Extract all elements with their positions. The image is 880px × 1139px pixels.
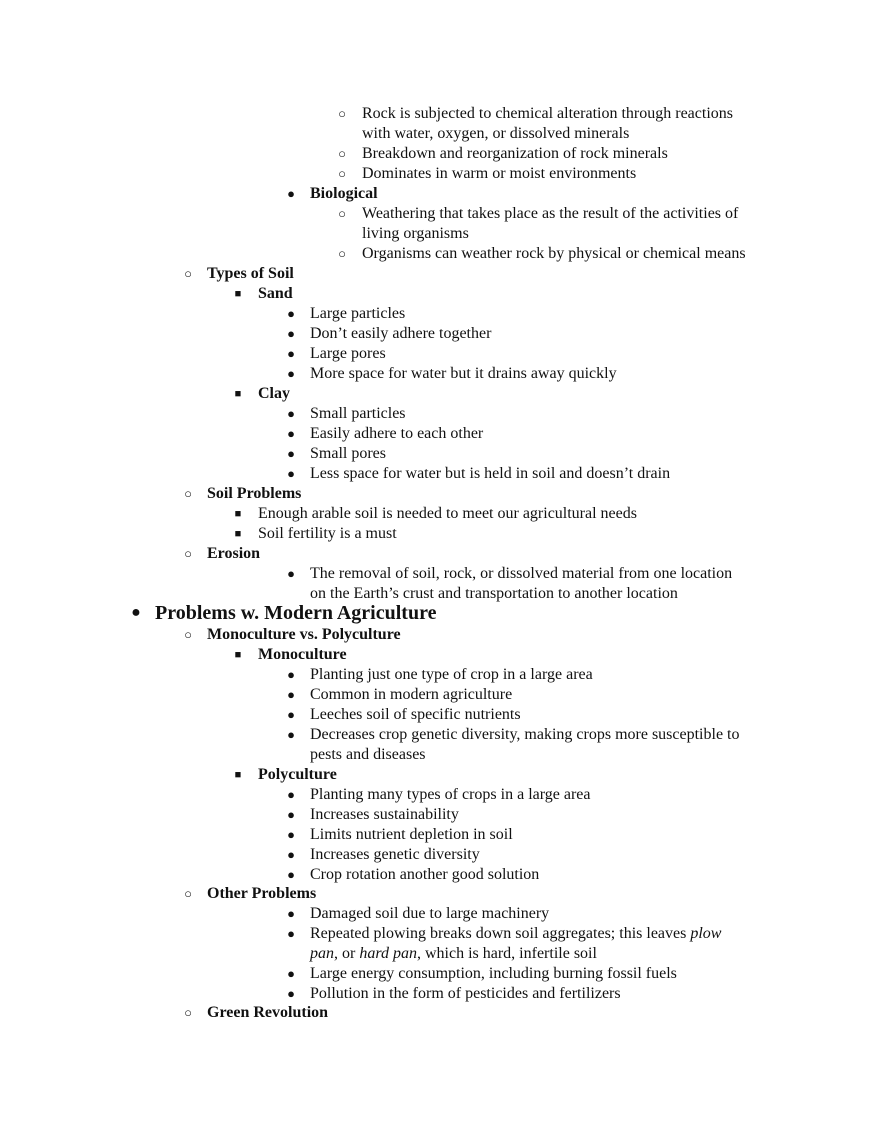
dot-bullet-icon: ● [287, 366, 295, 381]
italic-term: pan [310, 945, 334, 962]
square-bullet-icon: ■ [234, 769, 242, 781]
list-item: Breakdown and reorganization of rock minerals [362, 145, 668, 162]
list-item: Easily adhere to each other [310, 425, 484, 442]
mono-vs-poly-heading: Monoculture vs. Polyculture [207, 626, 401, 643]
biological-heading: Biological [310, 185, 378, 202]
circle-bullet-icon: ○ [184, 1005, 192, 1020]
dot-bullet-icon: ● [287, 406, 295, 421]
erosion-heading: Erosion [207, 545, 261, 562]
dot-bullet-icon: ● [287, 667, 295, 682]
other-problems-heading: Other Problems [207, 885, 317, 902]
list-item-continuation [310, 944, 597, 964]
list-item: Weathering that takes place as the result of the activities of [362, 205, 739, 222]
italic-term: hard pan [359, 945, 417, 962]
circle-bullet-icon: ○ [338, 206, 346, 221]
list-item: Small pores [310, 445, 386, 462]
list-item: Planting just one type of crop in a large area [310, 666, 593, 683]
dot-bullet-icon: ● [287, 827, 295, 842]
types-of-soil-heading: Types of Soil [207, 265, 294, 282]
list-item: Soil fertility is a must [258, 525, 397, 542]
dot-bullet-icon: ● [287, 906, 295, 921]
dot-bullet-icon: ● [287, 727, 295, 742]
circle-bullet-icon: ○ [184, 486, 192, 501]
list-item: Large particles [310, 305, 406, 322]
list-item-continuation: on the Earth’s crust and transportation to another location [310, 585, 678, 602]
dot-bullet-icon: ● [287, 466, 295, 481]
list-item: Small particles [310, 405, 406, 422]
green-revolution-heading: Green Revolution [207, 1004, 329, 1021]
sand-heading: Sand [258, 285, 293, 302]
dot-bullet-icon: ● [287, 346, 295, 361]
dot-bullet-icon: ● [287, 306, 295, 321]
list-item: Rock is subjected to chemical alteration through reactions [362, 105, 733, 122]
circle-bullet-icon: ○ [338, 106, 346, 121]
dot-bullet-icon: ● [287, 926, 295, 941]
circle-bullet-icon: ○ [184, 886, 192, 901]
section-heading: Problems w. Modern Agriculture [155, 602, 437, 624]
list-item: Decreases crop genetic diversity, making crops more susceptible to [310, 726, 740, 743]
square-bullet-icon: ■ [234, 388, 242, 400]
dot-bullet-icon: ● [287, 807, 295, 822]
list-item-continuation: living organisms [362, 225, 469, 242]
circle-bullet-icon: ○ [184, 546, 192, 561]
list-item: Don’t easily adhere together [310, 325, 492, 342]
clay-heading: Clay [258, 385, 290, 402]
dot-bullet-icon: ● [287, 186, 295, 201]
list-item: Organisms can weather rock by physical or chemical means [362, 245, 746, 262]
list-item: More space for water but it drains away quickly [310, 365, 617, 382]
list-item [310, 924, 721, 944]
list-item: Damaged soil due to large machinery [310, 905, 550, 922]
list-item: Common in modern agriculture [310, 686, 513, 703]
soil-problems-heading: Soil Problems [207, 485, 302, 502]
list-item: Less space for water but is held in soil and doesn’t drain [310, 465, 671, 482]
dot-bullet-icon: ● [287, 867, 295, 882]
monoculture-heading: Monoculture [258, 646, 347, 663]
list-item: Increases sustainability [310, 806, 459, 823]
list-item: Limits nutrient depletion in soil [310, 826, 513, 843]
dot-bullet-icon: ● [287, 326, 295, 341]
circle-bullet-icon: ○ [338, 166, 346, 181]
dot-bullet-icon: ● [287, 566, 295, 581]
list-item-continuation: with water, oxygen, or dissolved minerals [362, 125, 630, 142]
dot-bullet-icon: ● [287, 426, 295, 441]
list-item: Dominates in warm or moist environments [362, 165, 637, 182]
dot-bullet-icon: ● [287, 847, 295, 862]
square-bullet-icon: ■ [234, 288, 242, 300]
circle-bullet-icon: ○ [184, 266, 192, 281]
circle-bullet-icon: ○ [338, 146, 346, 161]
list-item: Planting many types of crops in a large area [310, 786, 591, 803]
list-item: Large energy consumption, including burning fossil fuels [310, 965, 677, 982]
list-item-continuation: pests and diseases [310, 746, 426, 763]
dot-bullet-icon: ● [287, 787, 295, 802]
circle-bullet-icon: ○ [338, 246, 346, 261]
dot-bullet-icon: ● [131, 604, 141, 621]
polyculture-heading: Polyculture [258, 766, 337, 783]
dot-bullet-icon: ● [287, 446, 295, 461]
square-bullet-icon: ■ [234, 649, 242, 661]
square-bullet-icon: ■ [234, 528, 242, 540]
square-bullet-icon: ■ [234, 508, 242, 520]
list-item: Crop rotation another good solution [310, 866, 540, 883]
italic-term: plow [690, 925, 722, 942]
list-item: Leeches soil of specific nutrients [310, 706, 521, 723]
list-item: Pollution in the form of pesticides and fertilizers [310, 985, 621, 1002]
dot-bullet-icon: ● [287, 687, 295, 702]
dot-bullet-icon: ● [287, 707, 295, 722]
text-run: , or [334, 945, 360, 962]
dot-bullet-icon: ● [287, 966, 295, 981]
list-item: Enough arable soil is needed to meet our agricultural needs [258, 505, 637, 522]
text-run: , which is hard, infertile soil [416, 945, 597, 962]
list-item: Increases genetic diversity [310, 846, 480, 863]
dot-bullet-icon: ● [287, 986, 295, 1001]
list-item: Large pores [310, 345, 386, 362]
circle-bullet-icon: ○ [184, 627, 192, 642]
text-run: Repeated plowing breaks down soil aggregates; this leaves [310, 925, 691, 942]
list-item: The removal of soil, rock, or dissolved material from one location [310, 565, 733, 582]
